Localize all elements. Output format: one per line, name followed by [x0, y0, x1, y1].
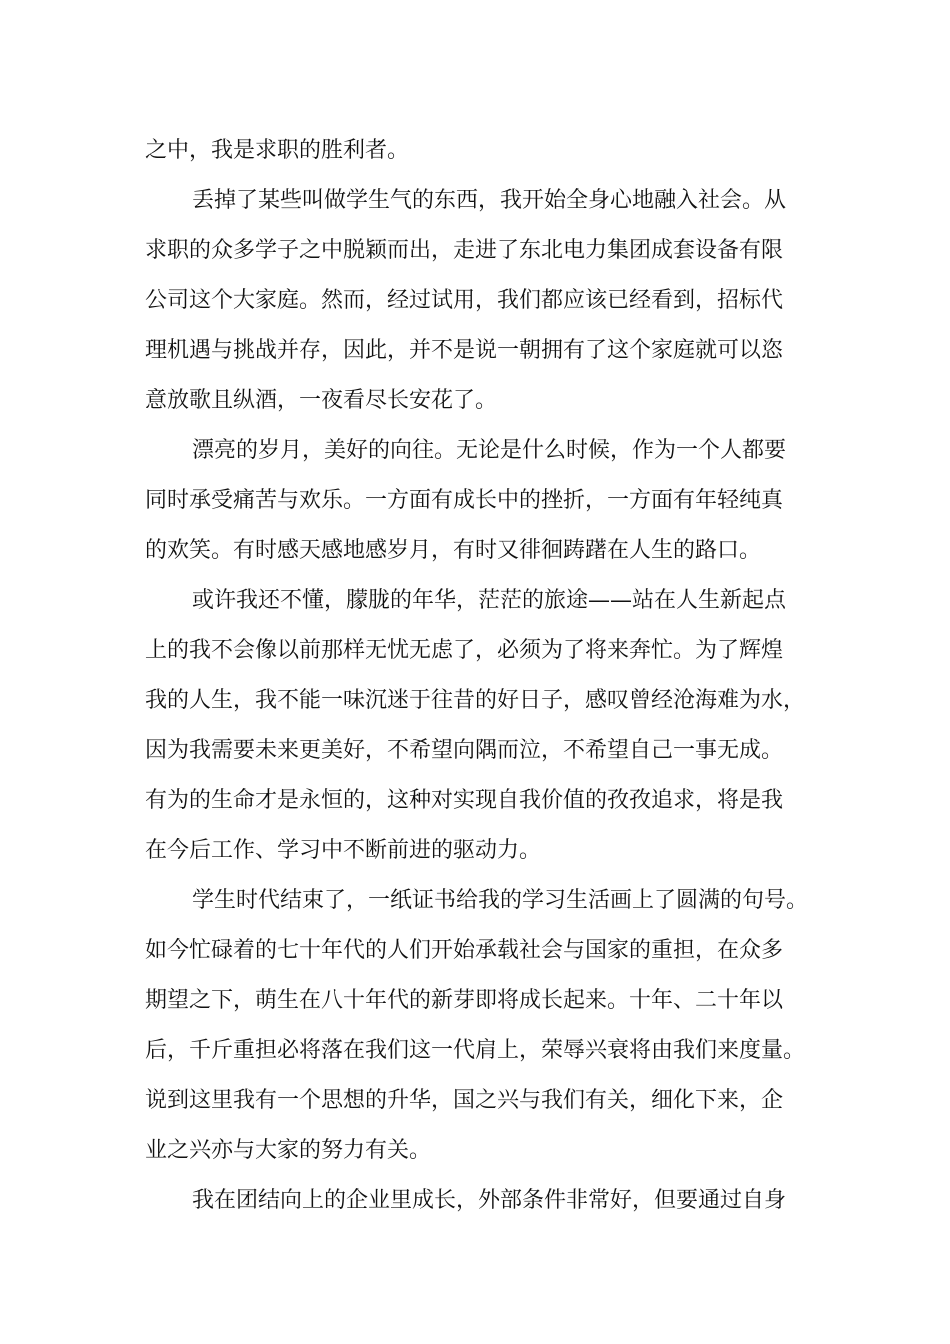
- body-text: [145, 126, 810, 1226]
- paragraph-first-line: 学生时代结束了，一纸证书给我的学习生活画上了圆满的句号。: [192, 888, 809, 913]
- text-line: 之中，我是求职的胜利者。: [145, 138, 410, 163]
- text-line: 求职的众多学子之中脱颖而出，走进了东北电力集团成套设备有限: [145, 238, 784, 263]
- text-line: 同时承受痛苦与欢乐。一方面有成长中的挫折，一方面有年轻纯真: [145, 488, 784, 513]
- text-line: 公司这个大家庭。然而，经过试用，我们都应该已经看到，招标代: [145, 288, 784, 313]
- text-line: 上的我不会像以前那样无忧无虑了，必须为了将来奔忙。为了辉煌: [145, 638, 784, 663]
- text-line: 有为的生命才是永恒的，这种对实现自我价值的孜孜追求，将是我: [145, 788, 784, 813]
- text-line: 的欢笑。有时感天感地感岁月，有时又徘徊踌躇在人生的路口。: [145, 538, 762, 563]
- text-line: 意放歌且纵酒，一夜看尽长安花了。: [145, 388, 498, 413]
- text-line: 我的人生，我不能一味沉迷于往昔的好日子，感叹曾经沧海难为水，: [145, 688, 806, 713]
- text-line: 在今后工作、学习中不断前进的驱动力。: [145, 838, 542, 863]
- paragraph-first-line: 漂亮的岁月，美好的向往。无论是什么时候，作为一个人都要: [192, 438, 787, 463]
- text-line: 理机遇与挑战并存，因此，并不是说一朝拥有了这个家庭就可以恣: [145, 338, 784, 363]
- text-line: 后，千斤重担必将落在我们这一代肩上，荣辱兴衰将由我们来度量。: [145, 1038, 806, 1063]
- text-line: 因为我需要未来更美好，不希望向隅而泣，不希望自己一事无成。: [145, 738, 784, 763]
- paragraph-first-line: 我在团结向上的企业里成长，外部条件非常好，但要通过自身: [192, 1188, 787, 1213]
- text-line: 说到这里我有一个思想的升华，国之兴与我们有关，细化下来，企: [145, 1088, 784, 1113]
- paragraph-first-line: 丢掉了某些叫做学生气的东西，我开始全身心地融入社会。从: [192, 188, 787, 213]
- paragraph-first-line: 或许我还不懂，朦胧的年华，茫茫的旅途——站在人生新起点: [192, 588, 787, 613]
- text-line: 如今忙碌着的七十年代的人们开始承载社会与国家的重担，在众多: [145, 938, 784, 963]
- text-line: 期望之下，萌生在八十年代的新芽即将成长起来。十年、二十年以: [145, 988, 784, 1013]
- text-line: 业之兴亦与大家的努力有关。: [145, 1138, 432, 1163]
